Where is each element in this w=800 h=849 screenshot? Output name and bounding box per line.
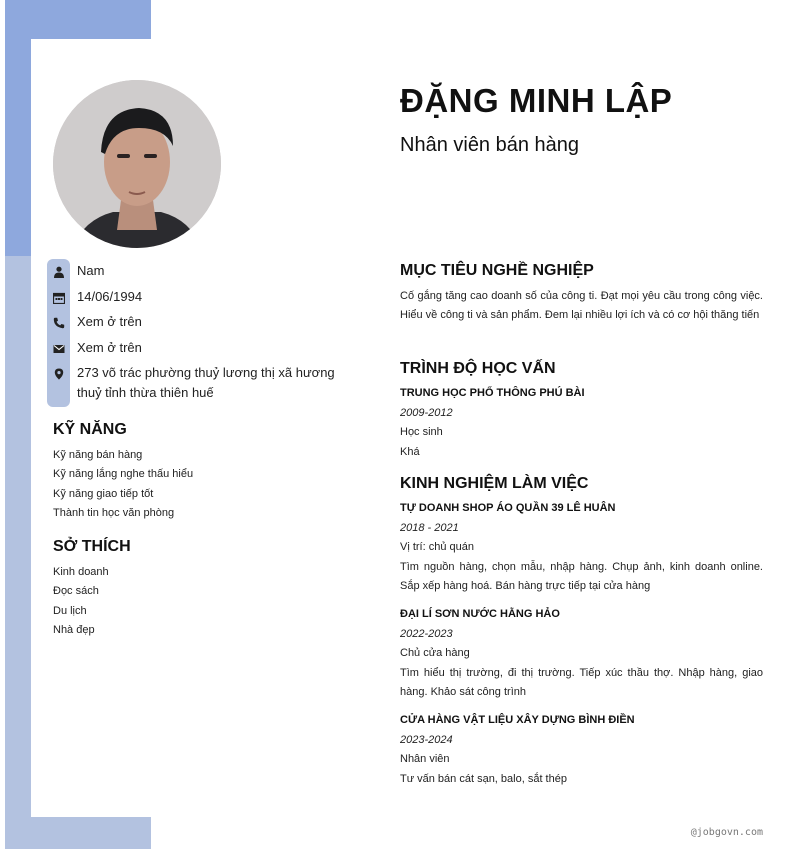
education-entry (400, 384, 763, 462)
job-entry (400, 605, 763, 703)
watermark: @jobgovn.com (690, 827, 763, 838)
job-company: ĐẠI LÍ SƠN NƯỚC HẰNG HẢO (400, 608, 560, 620)
phone-icon (51, 315, 66, 330)
dob-value: 14/06/1994 (77, 289, 143, 304)
contact-gender (51, 263, 104, 281)
list-item: Kỹ năng bán hàng (53, 449, 143, 461)
phone-value: Xem ở trên (77, 314, 142, 329)
location-pin-icon (51, 366, 66, 381)
calendar-icon (51, 290, 66, 305)
hobbies-heading: SỞ THÍCH (53, 538, 131, 555)
job-position: Chủ cửa hàng (400, 647, 470, 659)
objective-text: Cố gắng tăng cao doanh số của công ti. Đạt mọi yêu cầu trong công việc. Hiểu về công ti và sản phẩm. Đem lại nhiều lợi ích và có cơ hội thăng tiến (400, 290, 763, 321)
education-period: 2009-2012 (400, 406, 453, 419)
address-value: 273 võ trác phường thuỷ lương thị xã hương thuỷ tỉnh thừa thiên huế (77, 365, 335, 400)
objective-heading: MỤC TIÊU NGHỀ NGHIỆP (400, 262, 594, 279)
job-company: CỬA HÀNG VẬT LIỆU XÂY DỰNG BÌNH ĐIỀN (400, 714, 635, 726)
job-period: 2022-2023 (400, 627, 453, 640)
list-item: Nhà đẹp (53, 623, 95, 636)
experience-heading: KINH NGHIỆM LÀM VIỆC (400, 475, 589, 492)
contact-address (51, 365, 357, 403)
education-heading: TRÌNH ĐỘ HỌC VẤN (400, 360, 556, 377)
education-major: Học sinh (400, 426, 443, 438)
list-item: Kỹ năng giao tiếp tốt (53, 487, 154, 500)
contact-dob (51, 289, 142, 307)
job-position: Nhân viên (400, 753, 450, 765)
list-item: Kỹ năng lắng nghe thấu hiểu (53, 468, 194, 481)
gender-value: Nam (77, 263, 105, 278)
contact-email (51, 340, 142, 358)
list-item: Kinh doanh (53, 566, 109, 578)
job-company: TỰ DOANH SHOP ÁO QUẦN 39 LÊ HUÂN (400, 502, 616, 514)
job-period: 2023-2024 (400, 733, 453, 746)
list-item: Đọc sách (53, 585, 99, 598)
contact-phone (51, 314, 142, 332)
school-name: TRUNG HỌC PHỔ THÔNG PHÚ BÀI (400, 387, 585, 399)
skills-list (53, 446, 193, 523)
job-description: Tìm hiểu thị trường, đi thị trường. Tiếp xúc thầu thợ. Nhập hàng, giao hàng. Khảo sát công trình (400, 666, 763, 698)
hobbies-list (53, 563, 109, 640)
education-grade: Khá (400, 445, 420, 458)
job-description: Tư vấn bán cát sạn, balo, sắt thép (400, 772, 567, 785)
candidate-name: ĐẶNG MINH LẬP (400, 82, 673, 119)
list-item: Thành tin học văn phòng (53, 506, 175, 519)
envelope-icon (51, 341, 66, 356)
job-period: 2018 - 2021 (400, 521, 459, 534)
person-icon (51, 264, 66, 279)
candidate-role: Nhân viên bán hàng (400, 134, 580, 156)
job-description: Tìm nguồn hàng, chọn mẫu, nhập hàng. Chụp ảnh, kinh doanh online. Sắp xếp hàng hoá. Bán hàng trực tiếp tại cửa hàng (400, 560, 763, 592)
job-position: Vị trí: chủ quán (400, 541, 474, 553)
job-entry (400, 499, 763, 597)
skills-heading: KỸ NĂNG (53, 421, 127, 438)
profile-photo (53, 80, 221, 248)
job-entry (400, 711, 763, 789)
email-value: Xem ở trên (77, 340, 142, 355)
list-item: Du lịch (53, 604, 87, 617)
